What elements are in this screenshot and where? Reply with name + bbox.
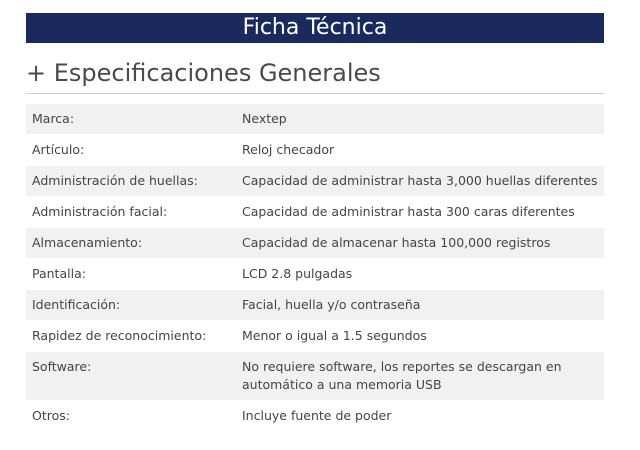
spec-label: Software: — [26, 352, 230, 401]
spec-row-almacenamiento — [26, 228, 604, 259]
spec-row-facial — [26, 197, 604, 228]
spec-row-pantalla — [26, 259, 604, 290]
banner-title: Ficha Técnica — [242, 15, 388, 40]
spec-label: Administración de huellas: — [26, 166, 230, 197]
spec-value: Capacidad de administrar hasta 300 caras diferentes — [230, 197, 604, 228]
spec-label: Rapidez de reconocimiento: — [26, 321, 230, 352]
spec-row-marca — [26, 104, 604, 135]
spec-value: Capacidad de almacenar hasta 100,000 registros — [230, 228, 604, 259]
spec-value: Facial, huella y/o contraseña — [230, 290, 604, 321]
spec-value: LCD 2.8 pulgadas — [230, 259, 604, 290]
section-divider — [26, 93, 604, 94]
spec-row-otros — [26, 401, 604, 432]
spec-row-identificacion — [26, 290, 604, 321]
spec-label: Almacenamiento: — [26, 228, 230, 259]
spec-value: Incluye fuente de poder — [230, 401, 604, 432]
spec-label: Pantalla: — [26, 259, 230, 290]
spec-row-huellas — [26, 166, 604, 197]
spec-table — [26, 104, 604, 432]
spec-row-software — [26, 352, 604, 401]
section-title[interactable]: + Especificaciones Generales — [26, 59, 381, 87]
spec-label: Identificación: — [26, 290, 230, 321]
spec-label: Marca: — [26, 104, 230, 135]
spec-row-articulo — [26, 135, 604, 166]
ficha-tecnica-banner — [26, 13, 604, 43]
spec-label: Administración facial: — [26, 197, 230, 228]
spec-row-rapidez — [26, 321, 604, 352]
spec-value: No requiere software, los reportes se descargan en automático a una memoria USB — [230, 352, 604, 401]
spec-value: Nextep — [230, 104, 604, 135]
spec-value: Capacidad de administrar hasta 3,000 huellas diferentes — [230, 166, 604, 197]
spec-value: Reloj checador — [230, 135, 604, 166]
spec-label: Artículo: — [26, 135, 230, 166]
spec-value: Menor o igual a 1.5 segundos — [230, 321, 604, 352]
spec-label: Otros: — [26, 401, 230, 432]
